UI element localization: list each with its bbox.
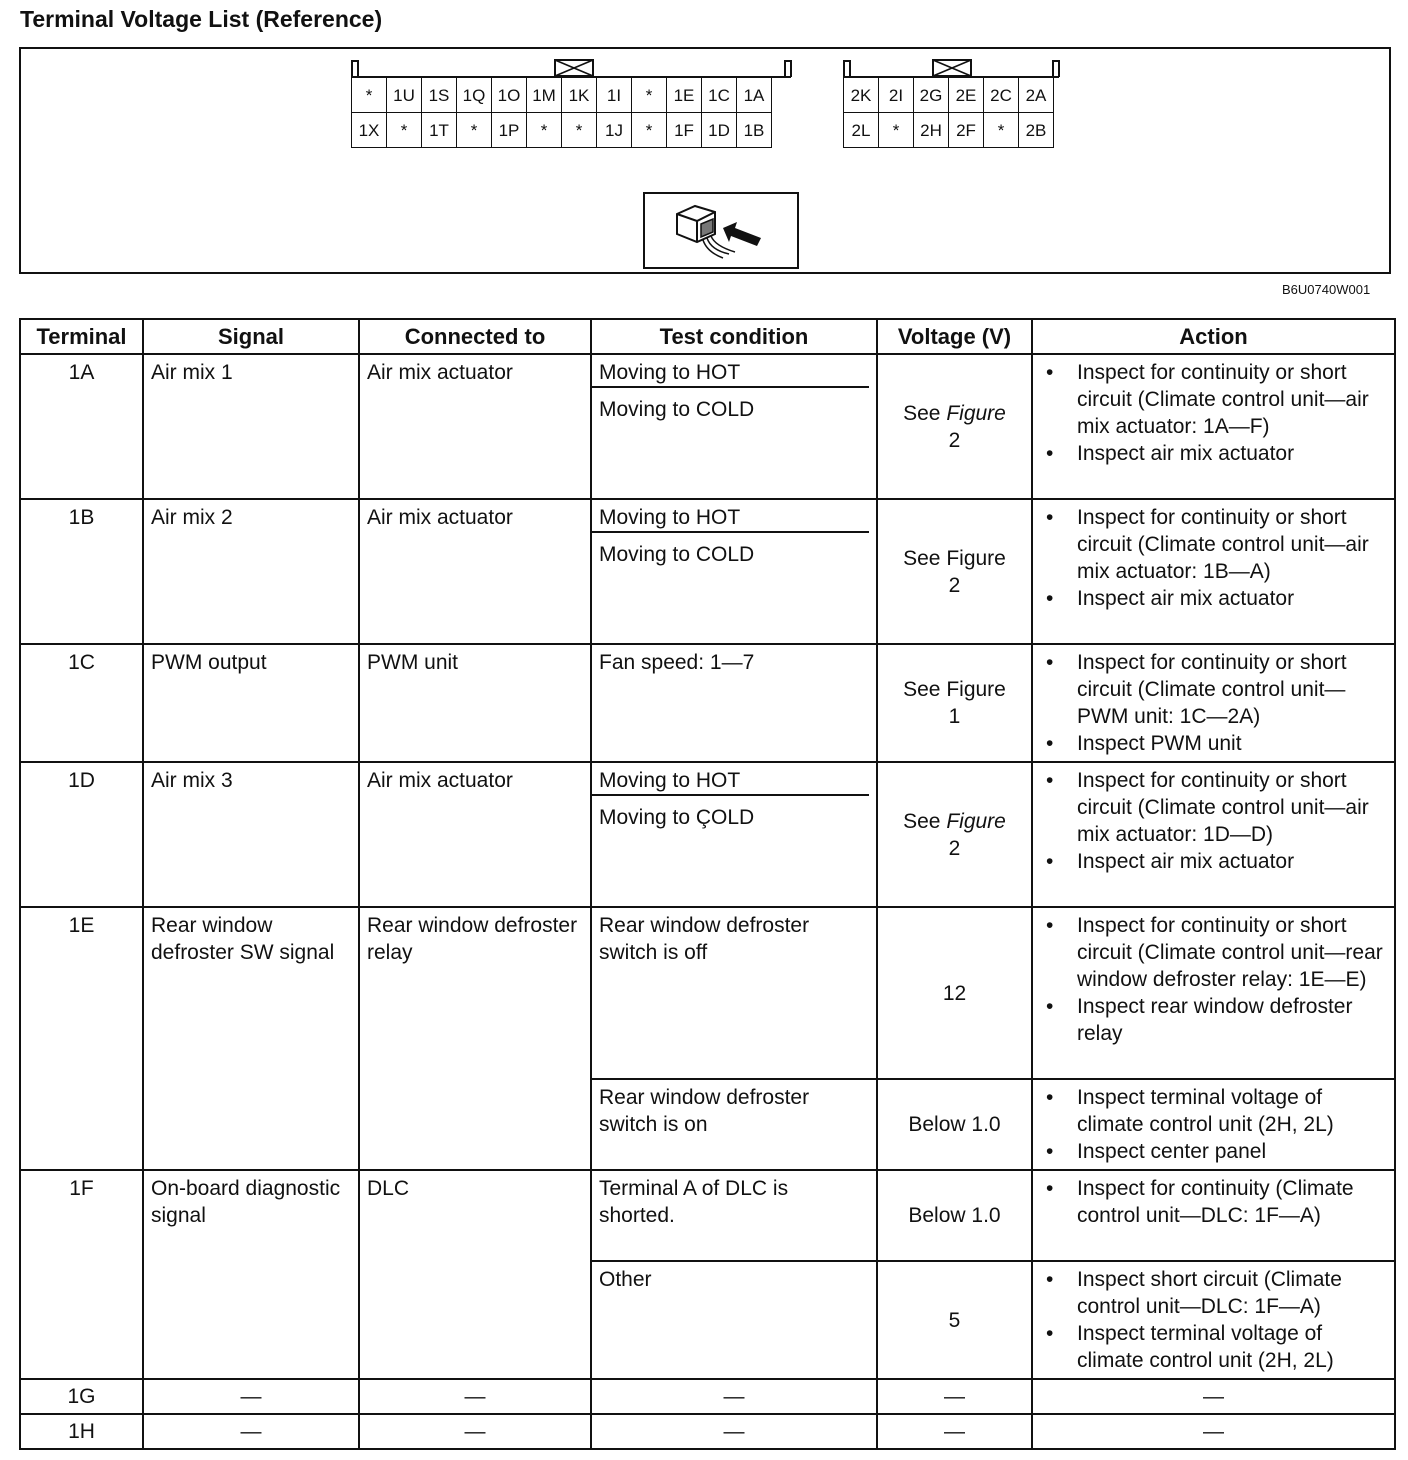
table-row: [20, 907, 1395, 1079]
signal-cell: —: [143, 1379, 359, 1414]
action-item: • Inspect for continuity or short circuit (Climate control unit—air mix actuator: 1B—A): [1077, 504, 1387, 585]
action-item: • Inspect for continuity or short circuit (Climate control unit—rear window defroster relay: 1E—E): [1077, 912, 1387, 993]
connector-pin: 2F: [949, 113, 984, 148]
voltage-emph: Figure: [946, 809, 1006, 833]
condition-cell: —: [591, 1414, 877, 1449]
connector-pin: 1U: [387, 78, 422, 113]
action-cell: —: [1032, 1414, 1395, 1449]
connector-pin: 1Q: [457, 78, 492, 113]
connector-pin: *: [352, 78, 387, 113]
condition-text: Moving to HOT: [592, 504, 869, 533]
signal-cell: —: [143, 1414, 359, 1449]
connector-pin: *: [387, 113, 422, 148]
action-item: • Inspect air mix actuator: [1077, 440, 1387, 467]
terminal-cell: 1H: [20, 1414, 143, 1449]
figure-code: B6U0740W001: [1282, 282, 1371, 297]
voltage-cell: [877, 354, 1032, 499]
action-cell: —: [1032, 1379, 1395, 1414]
connector-pin: 1M: [527, 78, 562, 113]
voltage-num: 2: [948, 836, 961, 860]
connected-cell: —: [359, 1379, 591, 1414]
connector-pin: 2K: [844, 78, 879, 113]
connected-cell: PWM unit: [359, 644, 591, 762]
condition-text: Moving to ÇOLD: [599, 806, 755, 829]
terminal-voltage-table: [19, 318, 1396, 1450]
signal-cell: On-board diagnostic signal: [143, 1170, 359, 1379]
connector-pin: 1E: [667, 78, 702, 113]
table-row: [20, 1414, 1395, 1449]
voltage-cell: —: [877, 1379, 1032, 1414]
connector-pin: 1B: [737, 113, 772, 148]
signal-cell: Rear window defroster SW signal: [143, 907, 359, 1170]
action-cell: [1032, 354, 1395, 499]
connected-cell: DLC: [359, 1170, 591, 1379]
signal-cell: Air mix 2: [143, 499, 359, 644]
voltage-cell: 5: [877, 1261, 1032, 1379]
connector-diagram: [19, 47, 1391, 274]
connector-pin: 1T: [422, 113, 457, 148]
action-item: • Inspect terminal voltage of climate control unit (2H, 2L): [1077, 1084, 1387, 1138]
terminal-cell: 1D: [20, 762, 143, 907]
connector-pin: *: [984, 113, 1019, 148]
action-item: • Inspect rear window defroster relay: [1077, 993, 1387, 1047]
action-cell: [1032, 762, 1395, 907]
action-item: • Inspect short circuit (Climate control unit—DLC: 1F—A): [1077, 1266, 1387, 1320]
header-terminal: Terminal: [20, 319, 143, 354]
voltage-num: 2: [948, 428, 961, 452]
action-item: • Inspect for continuity or short circuit (Climate control unit—PWM unit: 1C—2A): [1077, 649, 1387, 730]
connector-left: [351, 77, 772, 148]
table-row: [20, 1379, 1395, 1414]
connector-pin: 1K: [562, 78, 597, 113]
connector-pin: 1A: [737, 78, 772, 113]
connector-pin: 1F: [667, 113, 702, 148]
signal-cell: PWM output: [143, 644, 359, 762]
terminal-cell: 1B: [20, 499, 143, 644]
condition-text: Moving to HOT: [592, 359, 869, 388]
connector-pin: 1X: [352, 113, 387, 148]
connector-pin: 1O: [492, 78, 527, 113]
connector-right: [843, 77, 1054, 148]
connector-pin: 1I: [597, 78, 632, 113]
connector-pin: *: [527, 113, 562, 148]
connector-pin: *: [562, 113, 597, 148]
terminal-cell: 1F: [20, 1170, 143, 1379]
condition-cell: [591, 762, 877, 907]
voltage-cell: Below 1.0: [877, 1170, 1032, 1261]
terminal-cell: 1A: [20, 354, 143, 499]
table-row: [20, 499, 1395, 644]
voltage-text: See Figure: [903, 546, 1006, 570]
action-cell: [1032, 644, 1395, 762]
voltage-cell: [877, 499, 1032, 644]
connector-pin: 2B: [1019, 113, 1054, 148]
table-row: [20, 762, 1395, 907]
table-row: [20, 1170, 1395, 1261]
connector-pin: *: [879, 113, 914, 148]
signal-cell: Air mix 3: [143, 762, 359, 907]
voltage-cell: [877, 644, 1032, 762]
connector-pin: *: [632, 78, 667, 113]
terminal-cell: 1G: [20, 1379, 143, 1414]
connector-pin: 2L: [844, 113, 879, 148]
action-item: • Inspect terminal voltage of climate control unit (2H, 2L): [1077, 1320, 1387, 1374]
connected-cell: Air mix actuator: [359, 499, 591, 644]
voltage-text: See: [903, 401, 947, 425]
action-item: • Inspect PWM unit: [1077, 730, 1387, 757]
action-item: • Inspect center panel: [1077, 1138, 1387, 1165]
connector-pin: *: [632, 113, 667, 148]
condition-cell: Rear window defroster switch is on: [591, 1079, 877, 1170]
connector-pin: 1J: [597, 113, 632, 148]
condition-cell: Fan speed: 1—7: [591, 644, 877, 762]
connected-cell: Air mix actuator: [359, 354, 591, 499]
action-item: • Inspect air mix actuator: [1077, 848, 1387, 875]
condition-text: Moving to HOT: [592, 767, 869, 796]
connector-pin: *: [457, 113, 492, 148]
voltage-emph: Figure: [946, 401, 1006, 425]
header-connected-to: Connected to: [359, 319, 591, 354]
connector-pin: 1S: [422, 78, 457, 113]
header-voltage: Voltage (V): [877, 319, 1032, 354]
header-signal: Signal: [143, 319, 359, 354]
condition-cell: [591, 354, 877, 499]
voltage-text: See Figure: [903, 678, 1006, 701]
action-item: • Inspect for continuity (Climate control unit—DLC: 1F—A): [1077, 1175, 1387, 1229]
page-title: Terminal Voltage List (Reference): [20, 6, 383, 32]
table-row: [20, 644, 1395, 762]
connector-pin: 2E: [949, 78, 984, 113]
connector-pin: 1P: [492, 113, 527, 148]
terminal-cell: 1E: [20, 907, 143, 1170]
terminal-cell: 1C: [20, 644, 143, 762]
voltage-num: 1: [948, 705, 961, 728]
condition-cell: Rear window defroster switch is off: [591, 907, 877, 1079]
action-cell: [1032, 907, 1395, 1079]
condition-cell: [591, 499, 877, 644]
action-cell: [1032, 1170, 1395, 1261]
connector-pin: 2I: [879, 78, 914, 113]
connector-pin: 1D: [702, 113, 737, 148]
voltage-num: 2: [948, 573, 961, 597]
connector-pin: 2C: [984, 78, 1019, 113]
harness-side-view-icon: [643, 192, 799, 269]
table-header-row: [20, 319, 1395, 354]
signal-cell: Air mix 1: [143, 354, 359, 499]
action-item: • Inspect for continuity or short circuit (Climate control unit—air mix actuator: 1A—F): [1077, 359, 1387, 440]
action-cell: [1032, 1079, 1395, 1170]
action-cell: [1032, 499, 1395, 644]
voltage-cell: —: [877, 1414, 1032, 1449]
connector-pin: 2A: [1019, 78, 1054, 113]
voltage-cell: Below 1.0: [877, 1079, 1032, 1170]
header-test-condition: Test condition: [591, 319, 877, 354]
voltage-cell: [877, 762, 1032, 907]
action-item: • Inspect air mix actuator: [1077, 585, 1387, 612]
condition-text: Moving to COLD: [599, 398, 755, 421]
connected-cell: Air mix actuator: [359, 762, 591, 907]
connector-pin: 2G: [914, 78, 949, 113]
table-row: [20, 354, 1395, 499]
condition-cell: Other: [591, 1261, 877, 1379]
header-action: Action: [1032, 319, 1395, 354]
voltage-cell: 12: [877, 907, 1032, 1079]
action-item: • Inspect for continuity or short circuit (Climate control unit—air mix actuator: 1D—D): [1077, 767, 1387, 848]
connected-cell: —: [359, 1414, 591, 1449]
connector-pin: 2H: [914, 113, 949, 148]
condition-cell: —: [591, 1379, 877, 1414]
condition-text: Moving to COLD: [599, 543, 755, 566]
action-cell: [1032, 1261, 1395, 1379]
connected-cell: Rear window defroster relay: [359, 907, 591, 1170]
voltage-text: See: [903, 809, 947, 833]
connector-pin: 1C: [702, 78, 737, 113]
condition-cell: Terminal A of DLC is shorted.: [591, 1170, 877, 1261]
